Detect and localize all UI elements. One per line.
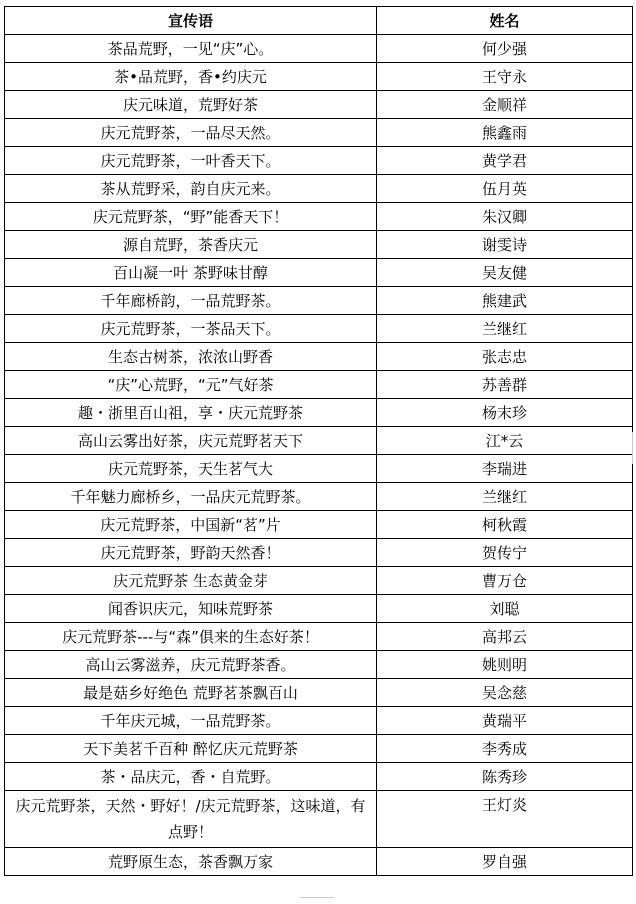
header-slogan: 宣传语 <box>5 7 377 35</box>
table-row <box>5 371 633 399</box>
slogan-cell: 千年庆元城，一品荒野茶。 <box>5 707 377 735</box>
name-cell: 贺传宁 <box>377 539 633 567</box>
name-cell: 李瑞进 <box>377 455 633 483</box>
header-row <box>5 7 633 35</box>
name-cell: 李秀成 <box>377 735 633 763</box>
slogan-cell: “庆”心荒野，“元”气好茶 <box>5 371 377 399</box>
table-row <box>5 651 633 679</box>
slogan-cell: 闻香识庆元，知味荒野茶 <box>5 595 377 623</box>
name-cell: 曹万仓 <box>377 567 633 595</box>
table-row <box>5 539 633 567</box>
table-row <box>5 455 633 483</box>
table-row <box>5 35 633 63</box>
slogan-cell: 最是菇乡好绝色 荒野茗茶飘百山 <box>5 679 377 707</box>
name-cell: 兰继红 <box>377 483 633 511</box>
table-row <box>5 175 633 203</box>
slogan-cell: 茶・品庆元，香・自荒野。 <box>5 763 377 791</box>
name-cell: 柯秋霞 <box>377 511 633 539</box>
name-cell: 熊鑫雨 <box>377 119 633 147</box>
slogan-cell: 茶品荒野，一见“庆”心。 <box>5 35 377 63</box>
slogan-cell: 庆元荒野茶，中国新“茗”片 <box>5 511 377 539</box>
slogan-cell: 千年廊桥韵，一品荒野茶。 <box>5 287 377 315</box>
name-cell: 陈秀珍 <box>377 763 633 791</box>
slogan-cell: 千年魅力廊桥乡，一品庆元荒野茶。 <box>5 483 377 511</box>
slogan-cell: 生态古树茶，浓浓山野香 <box>5 343 377 371</box>
table-row <box>5 147 633 175</box>
name-cell: 苏善群 <box>377 371 633 399</box>
name-cell: 熊建武 <box>377 287 633 315</box>
table-row <box>5 315 633 343</box>
slogan-cell: 趣・浙里百山祖，享・庆元荒野茶 <box>5 399 377 427</box>
header-name: 姓名 <box>377 7 633 35</box>
name-cell: 张志忠 <box>377 343 633 371</box>
table-row <box>5 91 633 119</box>
slogan-cell: 源自荒野，茶香庆元 <box>5 231 377 259</box>
name-cell: 王灯炎 <box>377 791 633 848</box>
table-row <box>5 595 633 623</box>
slogan-cell: 高山云雾出好茶，庆元荒野茗天下 <box>5 427 377 455</box>
table-row <box>5 679 633 707</box>
page-edge-marker <box>632 432 636 464</box>
table-row <box>5 791 633 848</box>
name-cell: 江*云 <box>377 427 633 455</box>
table-row <box>5 567 633 595</box>
table-row <box>5 511 633 539</box>
name-cell: 金顺祥 <box>377 91 633 119</box>
name-cell: 朱汉卿 <box>377 203 633 231</box>
name-cell: 黄瑞平 <box>377 707 633 735</box>
slogan-cell: 庆元荒野茶 生态黄金芽 <box>5 567 377 595</box>
table-row <box>5 63 633 91</box>
table-row <box>5 848 633 876</box>
table-row <box>5 763 633 791</box>
slogan-table <box>4 6 633 876</box>
slogan-cell: 庆元荒野茶，天然・野好！/庆元荒野茶，这味道，有点野！ <box>5 791 377 848</box>
table-row <box>5 259 633 287</box>
slogan-cell: 庆元荒野茶，“野”能香天下！ <box>5 203 377 231</box>
table-row <box>5 427 633 455</box>
name-cell: 谢雯诗 <box>377 231 633 259</box>
slogan-cell: 茶从荒野采，韵自庆元来。 <box>5 175 377 203</box>
name-cell: 王守永 <box>377 63 633 91</box>
slogan-cell: 庆元荒野茶---与“森”俱来的生态好茶！ <box>5 623 377 651</box>
name-cell: 姚则明 <box>377 651 633 679</box>
name-cell: 黄学君 <box>377 147 633 175</box>
name-cell: 兰继红 <box>377 315 633 343</box>
name-cell: 吴友健 <box>377 259 633 287</box>
slogan-cell: 庆元荒野茶，野韵天然香！ <box>5 539 377 567</box>
name-cell: 伍月英 <box>377 175 633 203</box>
slogan-cell: 庆元荒野茶，天生茗气大 <box>5 455 377 483</box>
table-row <box>5 287 633 315</box>
slogan-cell: 高山云雾滋养，庆元荒野茶香。 <box>5 651 377 679</box>
slogan-cell: 庆元荒野茶，一茶品天下。 <box>5 315 377 343</box>
slogan-cell: 庆元荒野茶，一品尽天然。 <box>5 119 377 147</box>
name-cell: 高邦云 <box>377 623 633 651</box>
slogan-cell: 庆元荒野茶，一叶香天下。 <box>5 147 377 175</box>
slogan-cell: 庆元味道，荒野好茶 <box>5 91 377 119</box>
name-cell: 杨末珍 <box>377 399 633 427</box>
table-row <box>5 483 633 511</box>
slogan-cell: 百山凝一叶 茶野味甘醇 <box>5 259 377 287</box>
slogan-cell: 茶•品荒野，香•约庆元 <box>5 63 377 91</box>
table-row <box>5 399 633 427</box>
name-cell: 刘聪 <box>377 595 633 623</box>
name-cell: 罗自强 <box>377 848 633 876</box>
name-cell: 何少强 <box>377 35 633 63</box>
slogan-cell: 荒野原生态，茶香飘万家 <box>5 848 377 876</box>
table-row <box>5 119 633 147</box>
table-row <box>5 343 633 371</box>
name-cell: 吴念慈 <box>377 679 633 707</box>
table-row <box>5 735 633 763</box>
table-row <box>5 231 633 259</box>
slogan-cell: 天下美茗千百种 醉忆庆元荒野茶 <box>5 735 377 763</box>
table-row <box>5 203 633 231</box>
table-body <box>5 35 633 876</box>
table-row <box>5 707 633 735</box>
table-row <box>5 623 633 651</box>
